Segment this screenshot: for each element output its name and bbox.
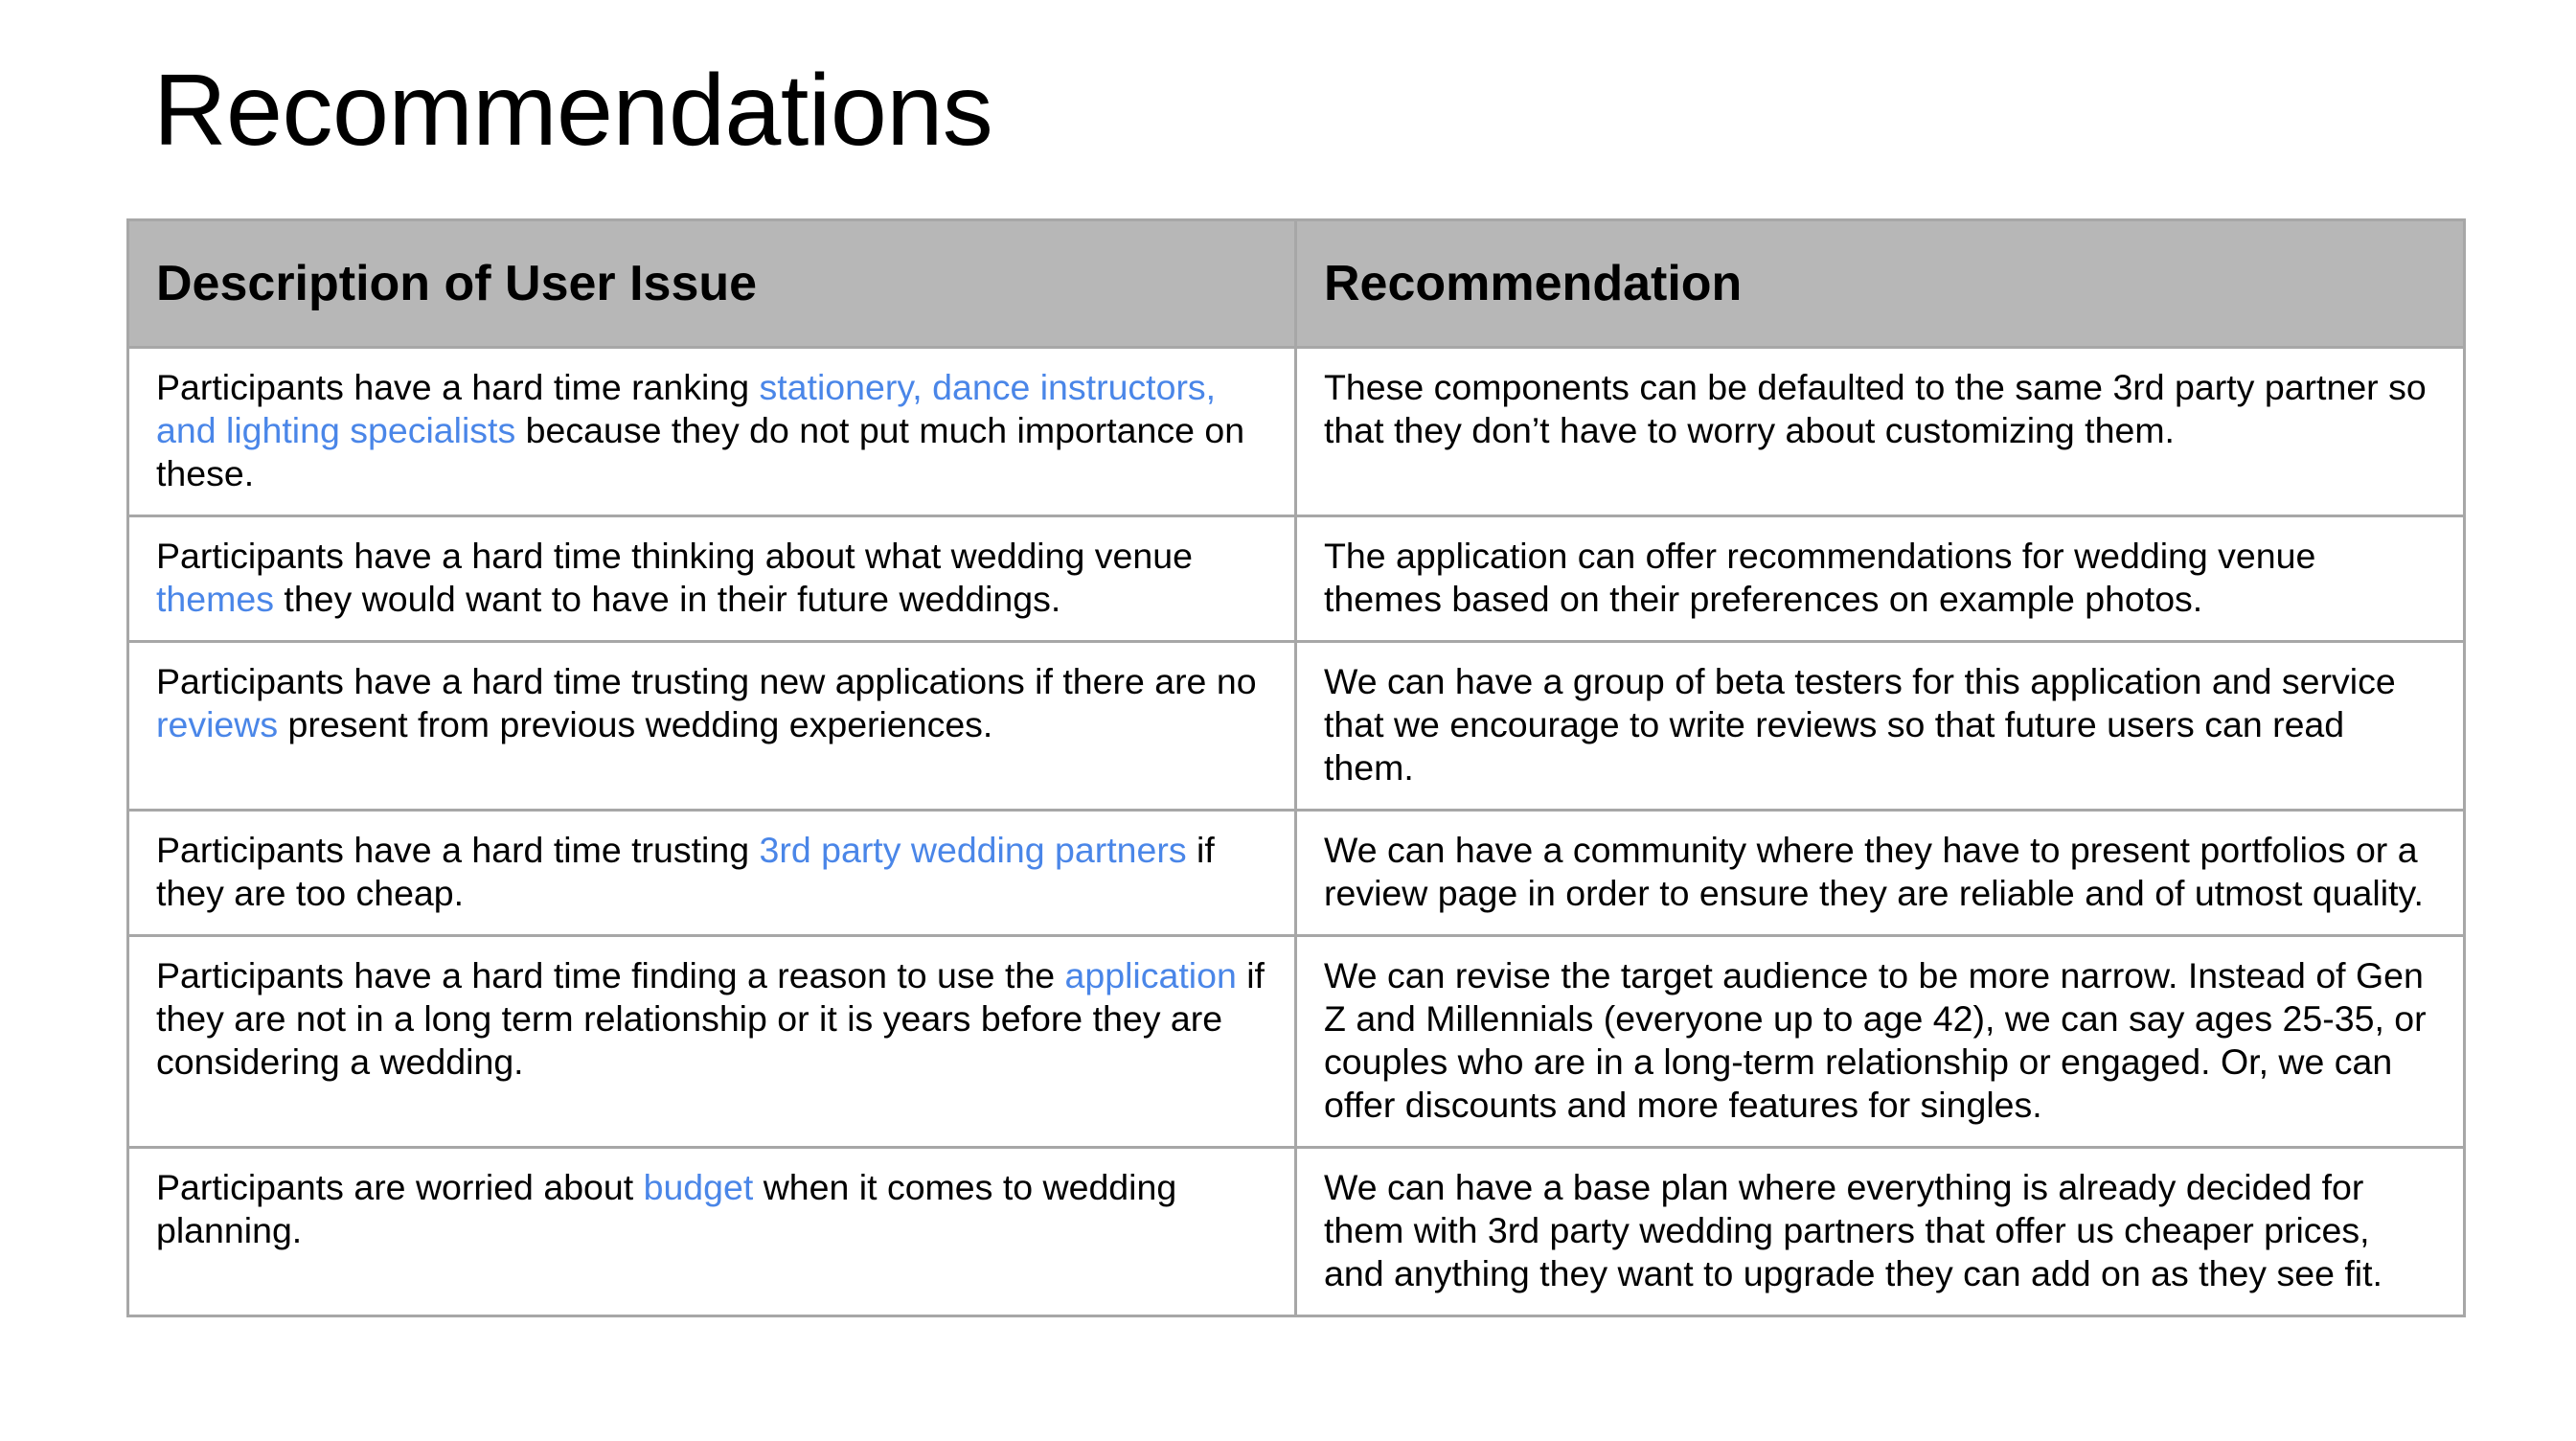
issue-text: Participants are worried about — [156, 1167, 644, 1207]
user-issue-cell — [128, 936, 1296, 1148]
table-row — [128, 936, 2465, 1148]
recommendation-cell: We can revise the target audience to be more narrow. Instead of Gen Z and Millennials (everyone up to age 42), we can say ages 25-35, or couples who are in a long-term relationship or engaged. Or, we can offer discounts and more features for singles. — [1296, 936, 2465, 1148]
recommendation-cell: We can have a community where they have to present portfolios or a review page in order to ensure they are reliable and of utmost quality. — [1296, 811, 2465, 936]
issue-text: if they are not in a long term relationship or it is years before they are considering a wedding. — [156, 955, 1265, 1082]
table-row — [128, 1148, 2465, 1316]
table-row — [128, 348, 2465, 516]
issue-highlight: stationery, dance instructors, and lighting specialists — [156, 367, 1217, 450]
issue-text: Participants have a hard time trusting new applications if there are no — [156, 661, 1257, 701]
issue-text: Participants have a hard time finding a reason to use the — [156, 955, 1065, 995]
issue-highlight: themes — [156, 579, 274, 619]
issue-highlight: application — [1064, 955, 1237, 995]
issue-highlight: 3rd party wedding partners — [759, 830, 1187, 870]
user-issue-cell — [128, 1148, 1296, 1316]
table-row — [128, 642, 2465, 811]
issue-text: present from previous wedding experiences. — [278, 704, 993, 744]
issue-text: Participants have a hard time ranking — [156, 367, 760, 407]
issue-text: if they are too cheap. — [156, 830, 1215, 913]
issue-highlight: reviews — [156, 704, 279, 744]
issue-text: Participants have a hard time thinking about what wedding venue — [156, 536, 1193, 576]
issue-highlight: budget — [643, 1167, 754, 1207]
user-issue-cell — [128, 642, 1296, 811]
column-header-recommendation: Recommendation — [1296, 220, 2465, 348]
issue-text: Participants have a hard time trusting — [156, 830, 760, 870]
user-issue-cell — [128, 811, 1296, 936]
recommendation-cell: We can have a base plan where everything is already decided for them with 3rd party wedding partners that offer us cheaper prices, and anything they want to upgrade they can add on as they see fit. — [1296, 1148, 2465, 1316]
table-row — [128, 516, 2465, 642]
page-title: Recommendations — [153, 54, 993, 167]
issue-text: they would want to have in their future weddings. — [273, 579, 1061, 619]
recommendation-cell: These components can be defaulted to the same 3rd party partner so that they don’t have to worry about customizing them. — [1296, 348, 2465, 516]
table-header-row — [128, 220, 2465, 348]
user-issue-cell — [128, 348, 1296, 516]
issue-text: when it comes to wedding planning. — [156, 1167, 1177, 1250]
user-issue-cell — [128, 516, 1296, 642]
recommendations-table — [126, 218, 2466, 1317]
column-header-user-issue: Description of User Issue — [128, 220, 1296, 348]
recommendation-cell: The application can offer recommendations for wedding venue themes based on their preferences on example photos. — [1296, 516, 2465, 642]
issue-text: because they do not put much importance on these. — [156, 410, 1245, 493]
recommendation-cell: We can have a group of beta testers for this application and service that we encourage to write reviews so that future users can read them. — [1296, 642, 2465, 811]
table-row — [128, 811, 2465, 936]
